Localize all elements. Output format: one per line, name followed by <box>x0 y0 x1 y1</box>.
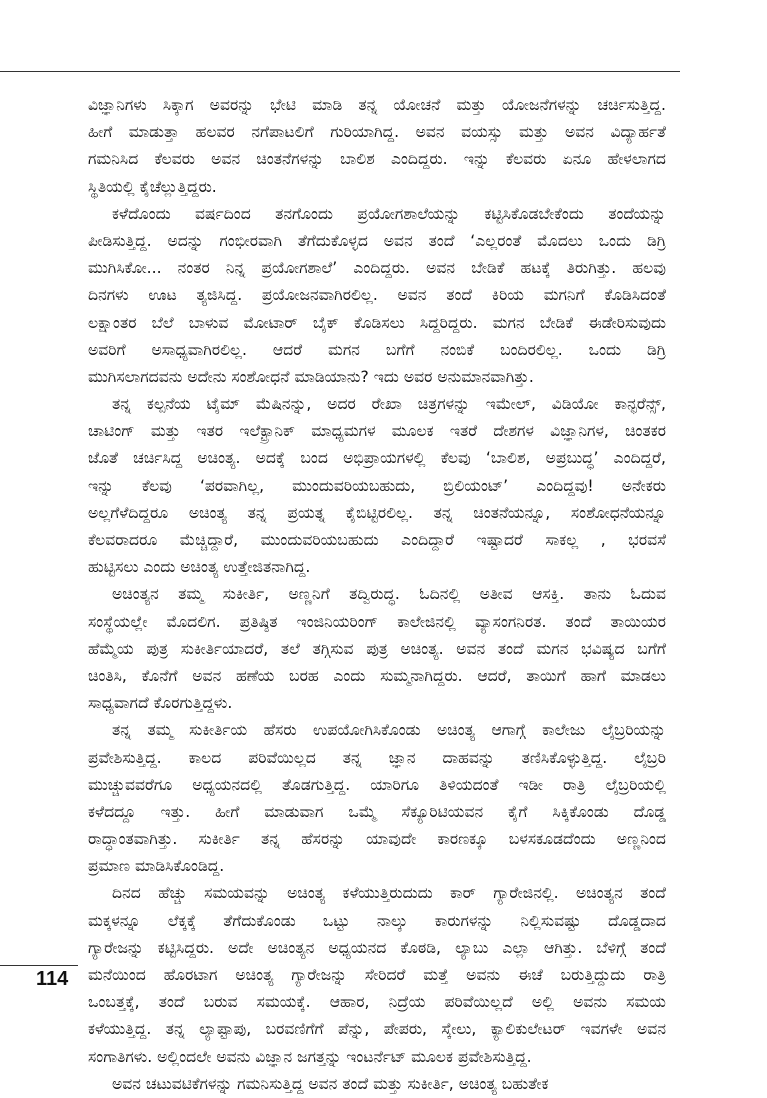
text-line: ವಿಜ್ಞಾನಿಗಳು ಸಿಕ್ಕಾಗ ಅವರನ್ನು ಭೇಟಿ ಮಾಡಿ ತನ್ನ ಯೋಚನೆ ಮತ್ತು ಯೋಜನೆಗಳನ್ನು ಚರ್ಚಿಸುತ್ತಿದ್ದ. <box>88 96 666 114</box>
text-line: ಮುಗಿಸಲಾಗದವನು ಅದೇನು ಸಂಶೋಧನೆ ಮಾಡಿಯಾನು? ಇದು ಅವರ ಅನುಮಾನವಾಗಿತ್ತು. <box>88 367 534 386</box>
text-line: ಪ್ರಮಾಣ ಮಾಡಿಸಿಕೊಂಡಿದ್ದ. <box>88 857 225 876</box>
text-line: ಅಚಿಂತ್ಯನ ತಮ್ಮ ಸುಕೀರ್ತಿ, ಅಣ್ಣನಿಗೆ ತದ್ವಿರುದ್ಧ. ಓದಿನಲ್ಲಿ ಅತೀವ ಆಸಕ್ತಿ. ತಾನು ಓದುವ <box>112 585 666 604</box>
top-rule <box>0 71 680 72</box>
text-line: ಹುಟ್ಟಿಸಲು ಎಂದು ಅಚಿಂತ್ಯ ಉತ್ತೇಜಿತನಾಗಿದ್ದ. <box>88 558 311 577</box>
text-line: ಸಂಗಾತಿಗಳು. ಅಲ್ಲಿಂದಲೇ ಅವನು ವಿಜ್ಞಾನ ಜಗತ್ತನ್ನು ಇಂಟರ್ನೆಟ್ ಮೂಲಕ ಪ್ರವೇಶಿಸುತ್ತಿದ್ದ. <box>88 1047 532 1066</box>
text-line: ಕಳೆದೊಂದು ವರ್ಷದಿಂದ ತನಗೊಂದು ಪ್ರಯೋಗಶಾಲೆಯನ್ನು ಕಟ್ಟಿಸಿಕೊಡಬೇಕೆಂದು ತಂದೆಯನ್ನು <box>112 204 666 223</box>
text-line: ದಿನಗಳು ಊಟ ತ್ಯಜಿಸಿದ್ದ. ಪ್ರಯೋಜನವಾಗಿರಲಿಲ್ಲ. ಅವನ ತಂದೆ ಕಿರಿಯ ಮಗನಿಗೆ ಕೊಡಿಸಿದಂತೆ <box>88 286 666 305</box>
text-line: ರಾದ್ಧಾಂತವಾಗಿತ್ತು. ಸುಕೀರ್ತಿ ತನ್ನ ಹೆಸರನ್ನು ಯಾವುದೇ ಕಾರಣಕ್ಕೂ ಬಳಸಕೂಡದೆಂದು ಅಣ್ಣನಿಂದ <box>88 830 666 849</box>
text-line: ಅವನ ಚಟುವಟಿಕೆಗಳನ್ನು ಗಮನಿಸುತ್ತಿದ್ದ ಅವನ ತಂದೆ ಮತ್ತು ಸುಕೀರ್ತಿ, ಅಚಿಂತ್ಯ ಬಹುತೇಕ <box>112 1074 549 1093</box>
text-line: ಕಳೆಯುತ್ತಿದ್ದ. ತನ್ನ ಲ್ಯಾಪ್ಟಾಪು, ಬರವಣಿಗೆಗೆ ಪೆನ್ನು, ಪೇಪರು, ಸ್ಕೇಲು, ಕ್ಯಾಲಿಕುಲೇಟರ್ ಇವಗಳೇ ಅವನ <box>88 1020 666 1039</box>
text-line: ಒಂಬತ್ತಕ್ಕೆ, ತಂದೆ ಬರುವ ಸಮಯಕ್ಕೆ. ಆಹಾರ, ನಿದ್ರೆಯ ಪರಿವೆಯಿಲ್ಲದೆ ಅಲ್ಲಿ ಅವನು ಸಮಯ <box>88 993 666 1012</box>
text-line: ಗಮನಿಸಿದ ಕೆಲವರು ಅವನ ಚಿಂತನೆಗಳನ್ನು ಬಾಲಿಶ ಎಂದಿದ್ದರು. ಇನ್ನು ಕೆಲವರು ಏನೂ ಹೇಳಲಾಗದ <box>88 150 666 169</box>
text-line: ಅವರಿಗೆ ಅಸಾಧ್ಯವಾಗಿರಲಿಲ್ಲ. ಆದರೆ ಮಗನ ಬಗೆಗೆ ನಂಬಿಕೆ ಬಂದಿರಲಿಲ್ಲ. ಒಂದು ಡಿಗ್ರಿ <box>88 340 666 359</box>
text-line: ಸಾಧ್ಯವಾಗದೆ ಕೊರಗುತ್ತಿದ್ದಳು. <box>88 694 233 713</box>
text-line: ಪ್ರವೇಶಿಸುತ್ತಿದ್ದ. ಕಾಲದ ಪರಿವೆಯಿಲ್ಲದ ತನ್ನ ಜ್ಞಾನ ದಾಹವನ್ನು ತಣಿಸಿಕೊಳ್ಳುತ್ತಿದ್ದ. ಲೈಬ್ರರಿ <box>88 748 666 767</box>
text-line: ಜೊತೆ ಚರ್ಚಿಸಿದ್ದ ಅಚಿಂತ್ಯ. ಅದಕ್ಕೆ ಬಂದ ಅಭಿಪ್ರಾಯಗಳಲ್ಲಿ ಕೆಲವು ‘ಬಾಲಿಶ, ಅಪ್ರಬುದ್ಧ’ ಎಂದಿದ್ದರೆ, <box>88 449 666 468</box>
text-line: ದಿನದ ಹೆಚ್ಚು ಸಮಯವನ್ನು ಅಚಿಂತ್ಯ ಕಳೆಯುತ್ತಿರುದುದು ಕಾರ್ ಗ್ಯಾರೇಜಿನಲ್ಲಿ. ಅಚಿಂತ್ಯನ ತಂದೆ <box>112 884 666 903</box>
text-line: ತನ್ನ ಕಲ್ಪನೆಯ ಟೈಮ್ ಮೆಷಿನನ್ನು, ಅದರ ರೇಖಾ ಚಿತ್ರಗಳನ್ನು ಇಮೇಲ್, ವಿಡಿಯೋ ಕಾನ್ಫರೆನ್ಸ್, <box>112 395 666 414</box>
text-line: ಲಕ್ಷಾಂತರ ಬೆಲೆ ಬಾಳುವ ಮೋಟಾರ್ ಬೈಕ್ ಕೊಡಿಸಲು ಸಿದ್ದರಿದ್ದರು. ಮಗನ ಬೇಡಿಕೆ ಈಡೇರಿಸುವುದು <box>88 313 666 332</box>
text-line: ಚಿಂತಿಸಿ, ಕೊನೆಗೆ ಅವನ ಹಣೆಯ ಬರಹ ಎಂದು ಸುಮ್ಮನಾಗಿದ್ದರು. ಆದರೆ, ತಾಯಿಗೆ ಹಾಗೆ ಮಾಡಲು <box>88 666 666 685</box>
text-line: ಹೀಗೆ ಮಾಡುತ್ತಾ ಹಲವರ ನಗೆಪಾಟಲಿಗೆ ಗುರಿಯಾಗಿದ್ದ. ಅವನ ವಯಸ್ಸು ಮತ್ತು ಅವನ ವಿದ್ಯಾರ್ಹತೆ <box>88 123 666 142</box>
text-line: ಮನೆಯಿಂದ ಹೊರಟಾಗ ಅಚಿಂತ್ಯ ಗ್ಯಾರೇಜನ್ನು ಸೇರಿದರೆ ಮತ್ತೆ ಅವನು ಈಚೆ ಬರುತ್ತಿದ್ದುದು ರಾತ್ರಿ <box>88 966 666 984</box>
text-line: ಚಾಟಿಂಗ್ ಮತ್ತು ಇತರ ಇಲೆಕ್ಟ್ರಾನಿಕ್ ಮಾಧ್ಯಮಗಳ ಮೂಲಕ ಇತರೆ ದೇಶಗಳ ವಿಜ್ಞಾನಿಗಳ, ಚಿಂತಕರ <box>88 422 666 441</box>
text-line: ಕೆಲವರಾದರೂ ಮೆಚ್ಚಿದ್ದಾರೆ, ಮುಂದುವರಿಯಬಹುದು ಎಂದಿದ್ದಾರೆ ಇಷ್ಟಾದರೆ ಸಾಕಲ್ಲ , ಭರವಸೆ <box>88 531 666 549</box>
text-line: ಹೆಮ್ಮೆಯ ಪುತ್ರ ಸುಕೀರ್ತಿಯಾದರೆ, ತಲೆ ತಗ್ಗಿಸುವ ಪುತ್ರ ಅಚಿಂತ್ಯ. ಅವನ ತಂದೆ ಮಗನ ಭವಿಷ್ಯದ ಬಗೆಗೆ <box>88 639 666 658</box>
text-line: ಮುಗಿಸಿಕೋ... ನಂತರ ನಿನ್ನ ಪ್ರಯೋಗಶಾಲೆ’ ಎಂದಿದ್ದರು. ಅವನ ಬೇಡಿಕೆ ಹಟಕ್ಕೆ ತಿರುಗಿತ್ತು. ಹಲವು <box>88 259 666 278</box>
page-number: 114 <box>36 968 69 990</box>
text-line: ಪೀಡಿಸುತ್ತಿದ್ದ. ಅದನ್ನು ಗಂಭೀರವಾಗಿ ತೆಗೆದುಕೊಳ್ಳದ ಅವನ ತಂದೆ ‘ಎಲ್ಲರಂತೆ ಮೊದಲು ಒಂದು ಡಿಗ್ರಿ <box>88 231 666 250</box>
text-line: ತನ್ನ ತಮ್ಮ ಸುಕೀರ್ತಿಯ ಹೆಸರು ಉಪಯೋಗಿಸಿಕೊಂಡು ಅಚಿಂತ್ಯ ಆಗಾಗ್ಗೆ ಕಾಲೇಜು ಲೈಬ್ರರಿಯನ್ನು <box>112 721 666 740</box>
text-line: ಇನ್ನು ಕೆಲವು ‘ಪರವಾಗಿಲ್ಲ, ಮುಂದುವರಿಯಬಹುದು, ಬ್ರಿಲಿಯಂಟ್’ ಎಂದಿದ್ದವು! ಅನೇಕರು <box>88 476 666 495</box>
text-line: ಕಳೆದದ್ದೂ ಇತ್ತು. ಹೀಗೆ ಮಾಡುವಾಗ ಒಮ್ಮೆ ಸೆಕ್ಯೂರಿಟಿಯವನ ಕೈಗೆ ಸಿಕ್ಕಿಕೊಂಡು ದೊಡ್ಡ <box>88 802 666 821</box>
text-line: ಸಂಸ್ಥೆಯಲ್ಲೇ ಮೊದಲಿಗ. ಪ್ರತಿಷ್ಠಿತ ಇಂಜಿನಿಯರಿಂಗ್ ಕಾಲೇಜಿನಲ್ಲಿ ವ್ಯಾಸಂಗನಿರತ. ತಂದೆ ತಾಯಿಯರ <box>88 612 666 631</box>
text-line: ಮಕ್ಕಳನ್ನೂ ಲೆಕ್ಕಕ್ಕೆ ತೆಗೆದುಕೊಂಡು ಒಟ್ಟು ನಾಲ್ಕು ಕಾರುಗಳನ್ನು ನಿಲ್ಲಿಸುವಷ್ಟು ದೊಡ್ಡದಾದ <box>88 911 666 930</box>
body-text <box>88 92 666 1098</box>
text-line: ಸ್ಥಿತಿಯಲ್ಲಿ ಕೈಚೆಲ್ಲುತ್ತಿದ್ದರು. <box>88 177 217 196</box>
text-line: ಗ್ಯಾರೇಜನ್ನು ಕಟ್ಟಿಸಿದ್ದರು. ಅದೇ ಅಚಿಂತ್ಯನ ಅಧ್ಯಯನದ ಕೊಠಡಿ, ಲ್ಯಾಬು ಎಲ್ಲಾ ಆಗಿತ್ತು. ಬೆಳಿಗ್ಗೆ ತಂದೆ <box>88 938 666 957</box>
text-line: ಮುಚ್ಚುವವರೆಗೂ ಅಧ್ಯಯನದಲ್ಲಿ ತೊಡಗುತ್ತಿದ್ದ. ಯಾರಿಗೂ ತಿಳಿಯದಂತೆ ಇಡೀ ರಾತ್ರಿ ಲೈಬ್ರರಿಯಲ್ಲಿ <box>88 775 666 794</box>
footer-rule <box>0 965 78 966</box>
text-line: ಅಲ್ಲಗೆಳೆದಿದ್ದರೂ ಅಚಿಂತ್ಯ ತನ್ನ ಪ್ರಯತ್ನ ಕೈಬಿಟ್ಟಿರಲಿಲ್ಲ. ತನ್ನ ಚಿಂತನೆಯನ್ನೂ, ಸಂಶೋಧನೆಯನ್ನೂ <box>88 503 666 522</box>
